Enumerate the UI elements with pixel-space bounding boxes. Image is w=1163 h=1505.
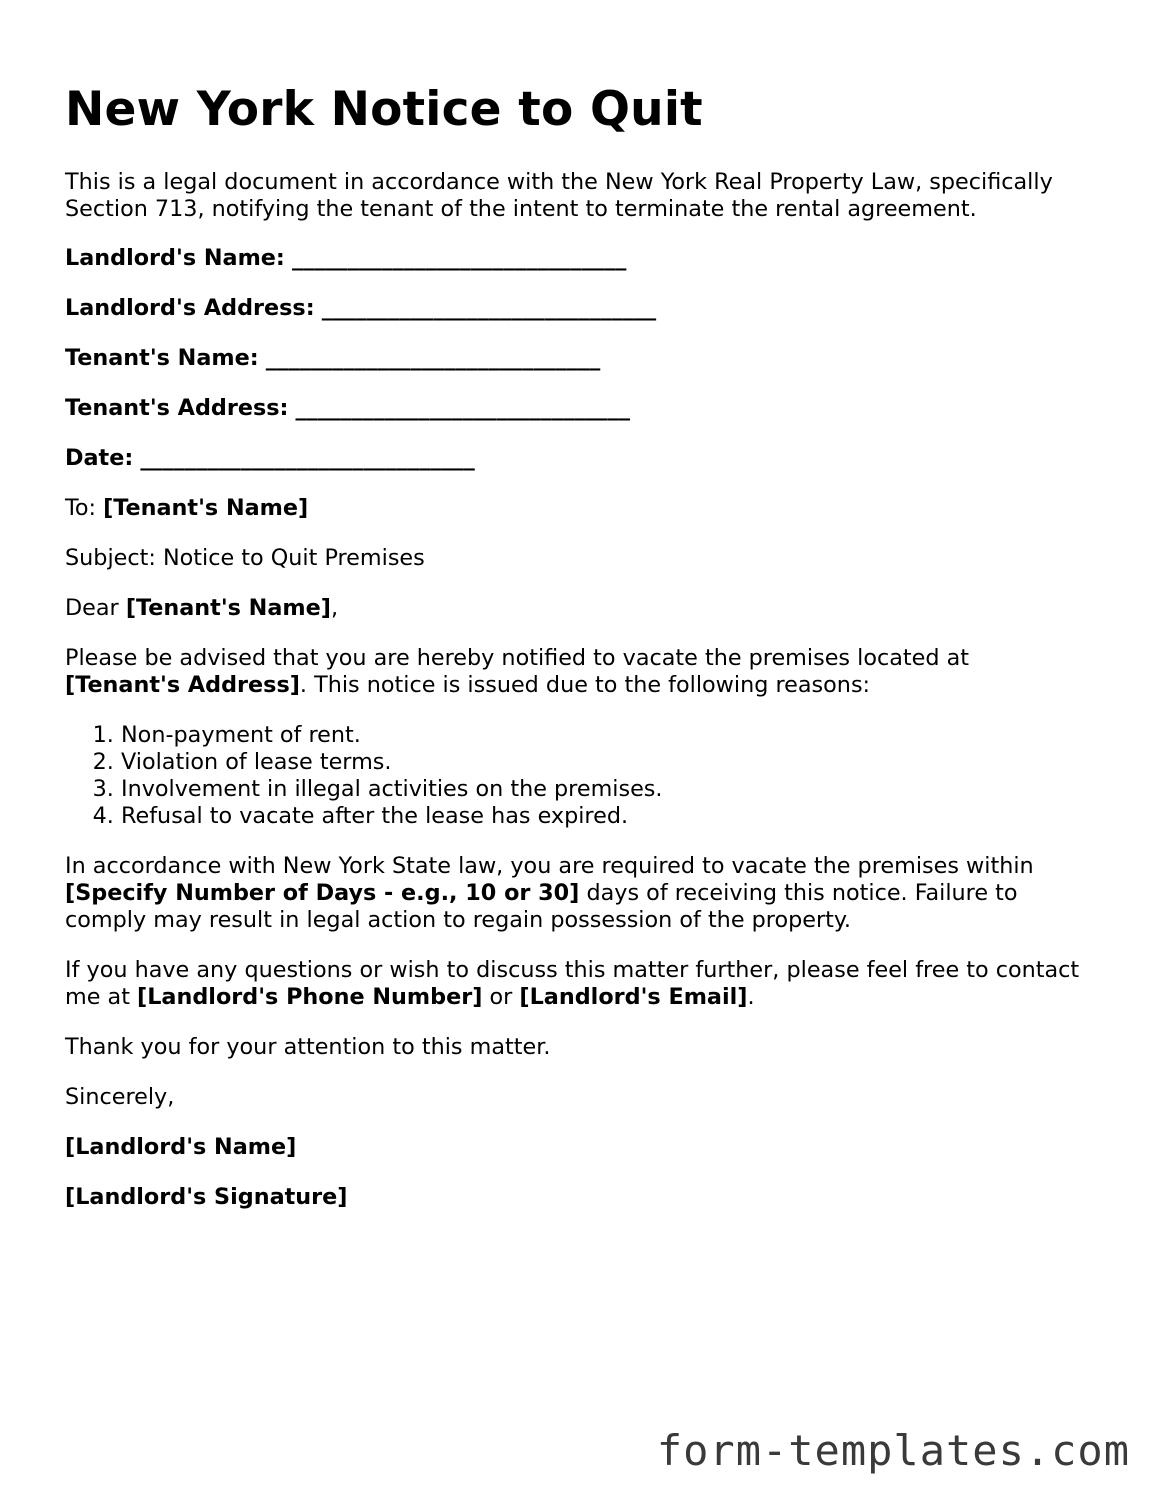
reason-item: 1. Non-payment of rent. (121, 722, 663, 749)
field-label: Landlord's Address: (65, 295, 315, 321)
email-placeholder: [Landlord's Email] (519, 984, 748, 1010)
salutation (65, 595, 338, 622)
field-label: Date: (65, 445, 134, 471)
tenant-name-field (65, 345, 600, 372)
to-line (65, 495, 308, 522)
field-blank: ______________________________ (140, 445, 475, 471)
days-placeholder: [Specify Number of Days - e.g., 10 or 30] (65, 880, 580, 906)
reasons-list (65, 722, 663, 830)
reason-item: 4. Refusal to vacate after the lease has expired. (121, 803, 663, 830)
tenant-address-field (65, 395, 630, 422)
landlord-address-field (65, 295, 656, 322)
salutation-prefix: Dear (65, 595, 126, 621)
field-blank: ______________________________ (291, 245, 627, 271)
signature-placeholder: [Landlord's Signature] (65, 1184, 348, 1210)
contact-or: or (482, 984, 520, 1010)
landlord-name-field (65, 245, 626, 272)
reason-item: 2. Violation of lease terms. (121, 749, 663, 776)
field-label: Landlord's Name: (65, 245, 285, 271)
salutation-suffix: , (330, 595, 339, 621)
document-title: New York Notice to Quit (65, 82, 703, 137)
intro-paragraph: This is a legal document in accordance with the New York Real Property Law, specifically Section 713, notifying the tenant of the intent to terminate the rental agreement. (65, 169, 1053, 222)
field-label: Tenant's Address: (65, 395, 289, 421)
contact-text: If you have any questions or wish to discuss this matter further, please feel free to contact me at (65, 957, 1080, 1010)
deadline-paragraph (65, 853, 1070, 934)
tenant-address-placeholder: [Tenant's Address] (65, 672, 300, 698)
reason-item: 3. Involvement in illegal activities on the premises. (121, 776, 663, 803)
date-field (65, 445, 475, 472)
deadline-text-end: days of receiving this notice. Failure to comply may result in legal action to regain possession of the property. (65, 880, 1018, 933)
notice-text-end: . This notice is issued due to the following reasons: (299, 672, 871, 698)
field-label: Tenant's Name: (65, 345, 259, 371)
signer-name (65, 1134, 296, 1161)
subject-line: Subject: Notice to Quit Premises (65, 545, 425, 571)
field-blank: ______________________________ (265, 345, 601, 371)
salutation-tenant-name: [Tenant's Name] (125, 595, 331, 621)
contact-paragraph (65, 957, 1115, 1011)
notice-text: Please be advised that you are hereby notified to vacate the premises located at (65, 645, 969, 671)
contact-end: . (747, 984, 755, 1010)
signer-name-placeholder: [Landlord's Name] (65, 1134, 297, 1160)
phone-placeholder: [Landlord's Phone Number] (137, 984, 483, 1010)
thanks-line: Thank you for your attention to this matter. (65, 1034, 551, 1060)
to-prefix: To: (65, 495, 104, 521)
signer-signature (65, 1184, 347, 1211)
closing-line: Sincerely, (65, 1084, 175, 1110)
field-blank: ______________________________ (321, 295, 657, 321)
deadline-text: In accordance with New York State law, you are required to vacate the premises within (65, 853, 1034, 879)
field-blank: ______________________________ (295, 395, 630, 421)
notice-paragraph (65, 645, 1065, 699)
watermark: form-templates.com (656, 1426, 1130, 1475)
to-tenant-name: [Tenant's Name] (103, 495, 309, 521)
